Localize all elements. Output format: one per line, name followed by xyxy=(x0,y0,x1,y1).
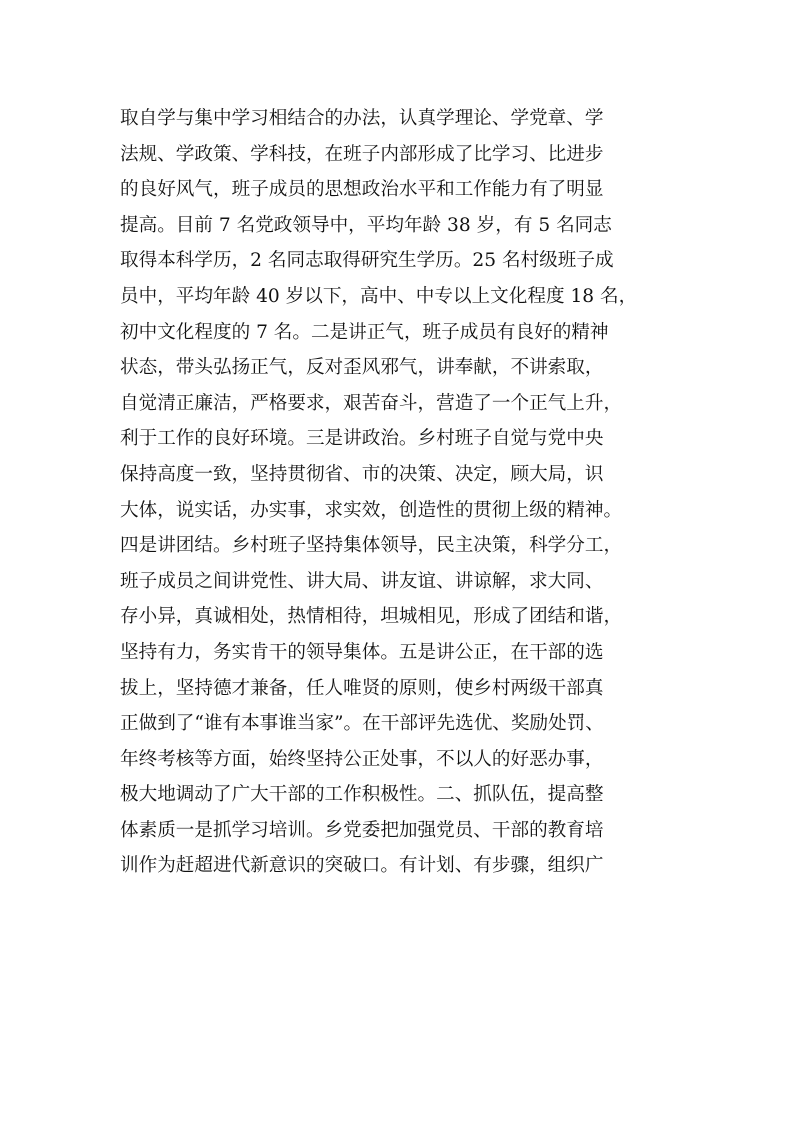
text-line-16: 坚持有力，务实肯干的领导集体。五是讲公正，在干部的选 xyxy=(120,641,604,663)
text-line-22: 训作为赶超进代新意识的突破口。有计划、有步骤，组织广 xyxy=(120,855,604,877)
text-line-15: 存小异，真诚相处，热情相待，坦城相见，形成了团结和谐， xyxy=(120,606,623,628)
text-line-7: 初中文化程度的 7 名。二是讲正气，班子成员有良好的精神 xyxy=(120,321,609,343)
text-line-9: 自觉清正廉洁，严格要求，艰苦奋斗，营造了一个正气上升， xyxy=(120,392,623,414)
text-line-5: 取得本科学历，2 名同志取得研究生学历。25 名村级班子成 xyxy=(120,250,614,272)
text-line-12: 大体，说实话，办实事，求实效，创造性的贯彻上级的精神。 xyxy=(120,499,623,521)
text-line-11: 保持高度一致，坚持贯彻省、市的决策、决定，顾大局，识 xyxy=(120,463,604,485)
body-text xyxy=(120,101,685,884)
text-line-8: 状态，带头弘扬正气，反对歪风邪气，讲奉献，不讲索取， xyxy=(120,357,604,379)
text-line-19: 年终考核等方面，始终坚持公正处事，不以人的好恶办事， xyxy=(120,748,604,770)
text-line-21: 体素质一是抓学习培训。乡党委把加强党员、干部的教育培 xyxy=(120,819,604,841)
text-line-17: 拔上，坚持德才兼备，任人唯贤的原则，使乡村两级干部真 xyxy=(120,677,604,699)
text-line-4: 提高。目前 7 名党政领导中，平均年龄 38 岁，有 5 名同志 xyxy=(120,214,612,236)
text-line-10: 利于工作的良好环境。三是讲政治。乡村班子自觉与党中央 xyxy=(120,428,604,450)
text-line-20: 极大地调动了广大干部的工作积极性。二、抓队伍，提高整 xyxy=(120,784,604,806)
text-line-3: 的良好风气，班子成员的思想政治水平和工作能力有了明显 xyxy=(120,179,604,201)
text-line-1: 取自学与集中学习相结合的办法，认真学理论、学党章、学 xyxy=(120,108,604,129)
text-line-2: 法规、学政策、学科技，在班子内部形成了比学习、比进步 xyxy=(120,143,604,165)
text-line-13: 四是讲团结。乡村班子坚持集体领导，民主决策，科学分工， xyxy=(120,535,623,557)
text-line-18: 正做到了“谁有本事谁当家”。在干部评先选优、奖励处罚、 xyxy=(120,713,604,735)
text-line-6: 员中，平均年龄 40 岁以下，高中、中专以上文化程度 18 名， xyxy=(120,285,638,307)
text-line-14: 班子成员之间讲党性、讲大局、讲友谊、讲谅解，求大同、 xyxy=(120,570,604,592)
